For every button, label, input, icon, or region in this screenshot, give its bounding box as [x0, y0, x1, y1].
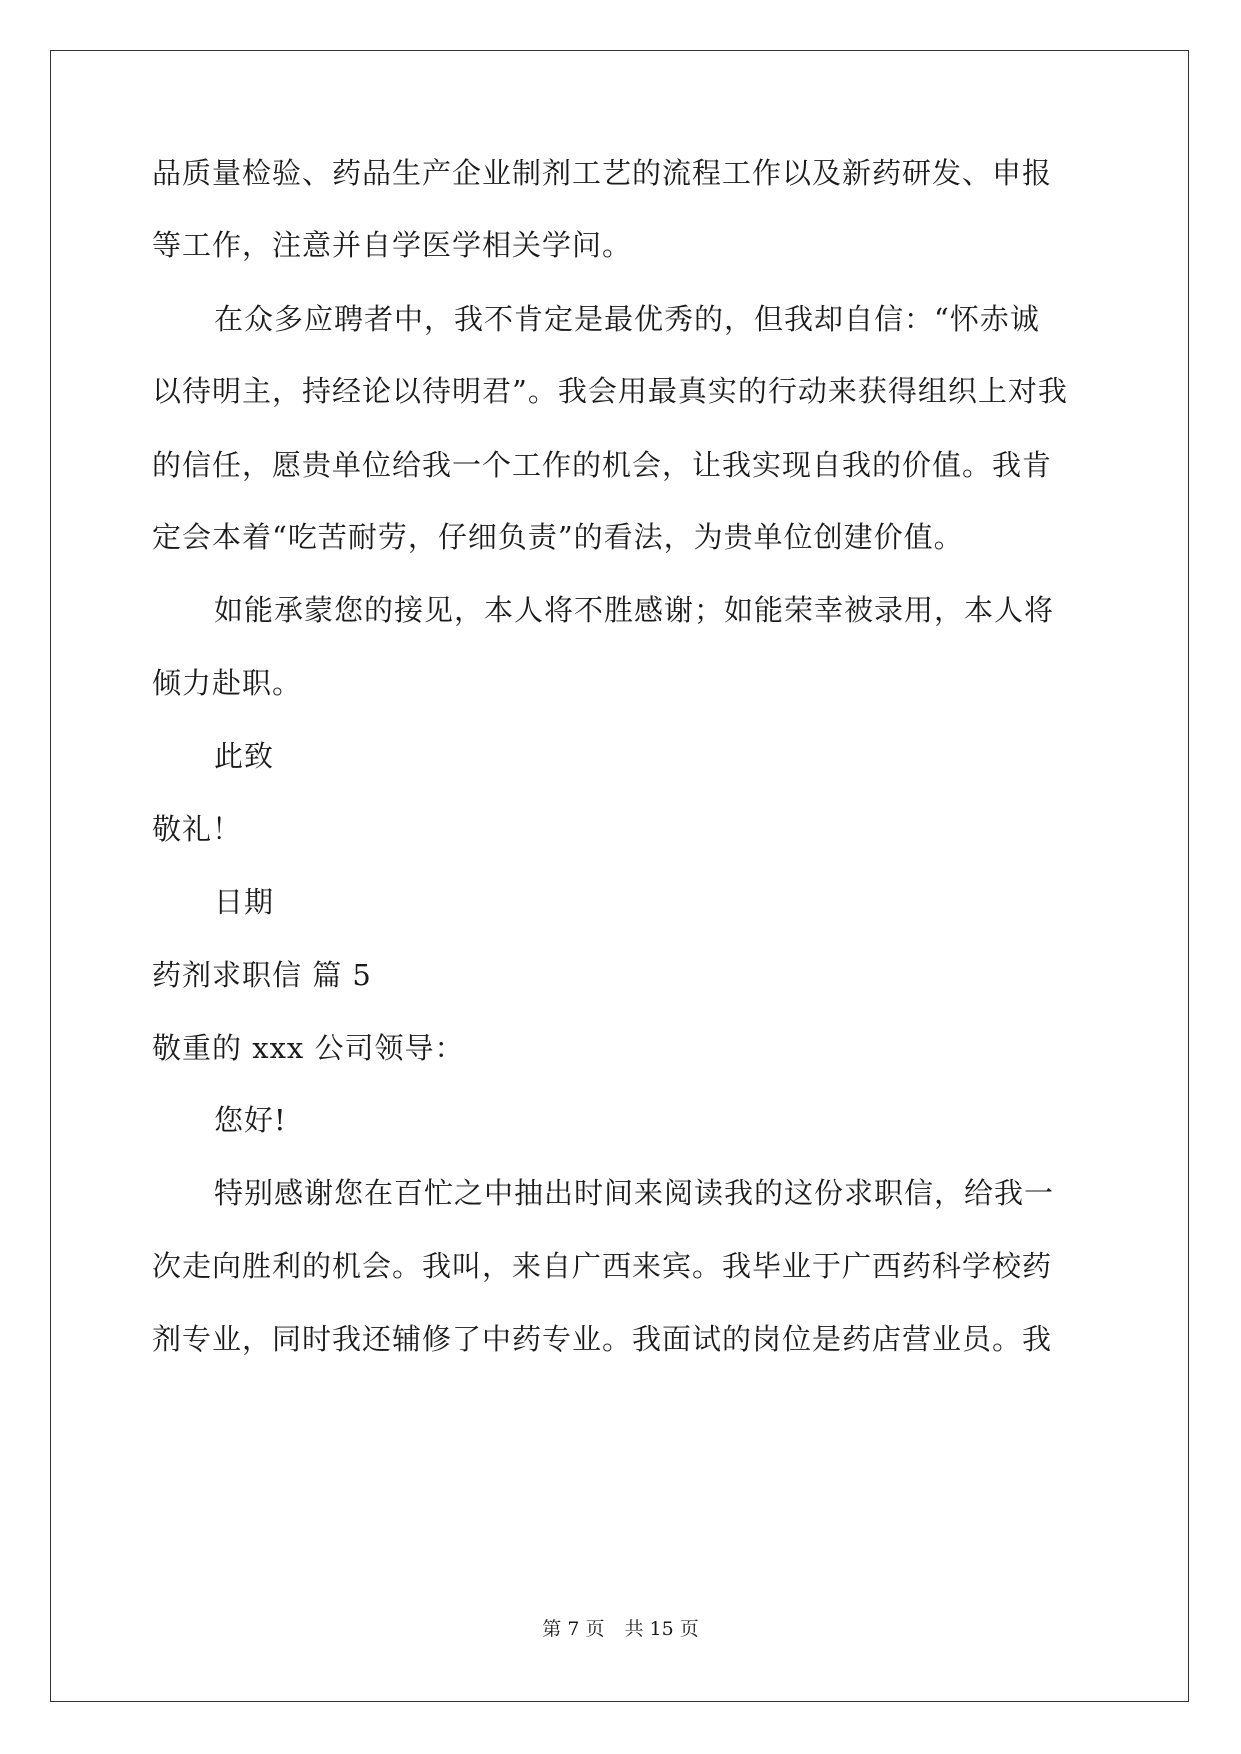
body-line-2: 等工作，注意并自学医学相关学问。 [152, 228, 633, 262]
body-line-3: 在众多应聘者中，我不肯定是最优秀的，但我却自信：“怀赤诚 [214, 302, 1040, 336]
date-label: 日期 [214, 885, 275, 919]
body-line-5: 的信任，愿贵单位给我一个工作的机会，让我实现自我的价值。我肯 [152, 448, 1053, 482]
page-number: 第 7 页 [542, 1618, 605, 1640]
page-total: 共 15 页 [624, 1618, 699, 1640]
body-line-8: 倾力赴职。 [152, 666, 303, 700]
page-footer [0, 1617, 1241, 1641]
letter-salutation: 敬重的 xxx 公司领导： [152, 1031, 465, 1065]
body-line-1: 品质量检验、药品生产企业制剂工艺的流程工作以及新药研发、申报 [152, 156, 1053, 190]
body-line-7: 如能承蒙您的接见，本人将不胜感谢；如能荣幸被录用，本人将 [214, 593, 1055, 627]
closing-salutation: 此致 [214, 739, 275, 773]
body-line-11: 剂专业，同时我还辅修了中药专业。我面试的岗位是药店营业员。我 [152, 1322, 1053, 1356]
page-border [50, 50, 1189, 1702]
section-title: 药剂求职信 篇 5 [152, 958, 372, 992]
body-line-6: 定会本着“吃苦耐劳，仔细负责”的看法，为贵单位创建价值。 [152, 520, 964, 554]
body-line-9: 特别感谢您在百忙之中抽出时间来阅读我的这份求职信，给我一 [214, 1176, 1055, 1210]
body-line-4: 以待明主，持经论以待明君”。我会用最真实的行动来获得组织上对我 [152, 374, 1068, 408]
closing-regards: 敬礼！ [152, 812, 243, 846]
body-line-10: 次走向胜利的机会。我叫，来自广西来宾。我毕业于广西药科学校药 [152, 1249, 1053, 1283]
greeting: 您好! [214, 1103, 287, 1137]
